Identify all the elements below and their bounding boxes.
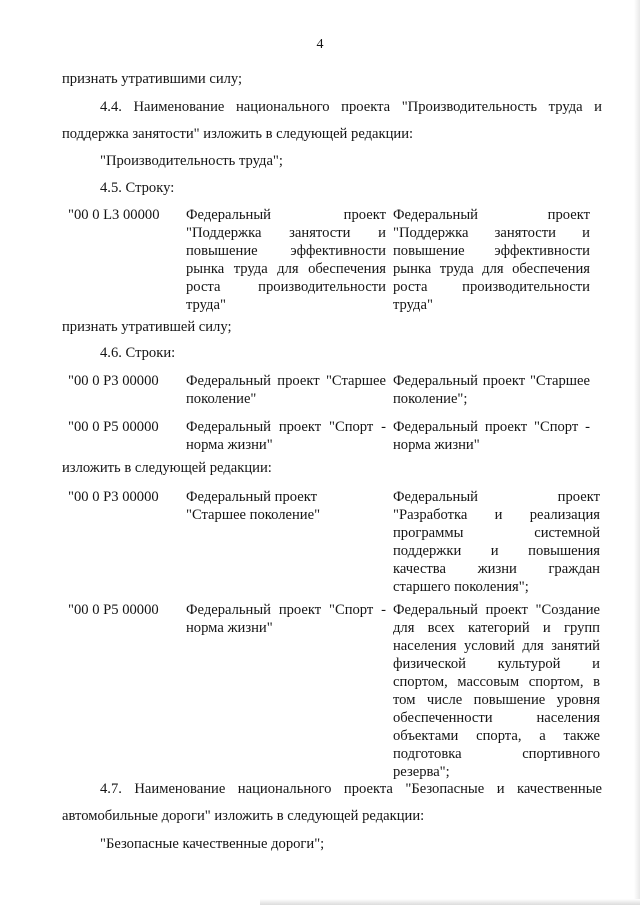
- text-line: "Разработка и реализация: [393, 507, 600, 523]
- text-line: качества жизни граждан: [393, 561, 600, 577]
- scan-edge-shadow: [634, 0, 640, 905]
- paragraph-4-7-line-1: 4.7. Наименование национального проекта "Безопасные и качественные: [100, 781, 602, 797]
- text-line: объектами спорта, а также: [393, 728, 600, 744]
- row-code: "00 0 P5 00000: [68, 419, 159, 435]
- text-line: Федеральный проект "Спорт -: [186, 602, 386, 618]
- text-line: Федеральный проект "Спорт -: [186, 419, 386, 435]
- row-new-name: [393, 372, 590, 408]
- row-code: "00 0 P5 00000: [68, 602, 159, 618]
- row-old-name: [186, 488, 386, 524]
- paragraph-productivity-title: "Производительность труда";: [100, 153, 283, 169]
- row-old-name: [186, 372, 386, 408]
- row-new-name: [393, 418, 590, 454]
- text-line: повышение эффективности: [186, 243, 386, 259]
- page-number: 4: [316, 37, 324, 52]
- row-old-name: [186, 601, 386, 637]
- text-line: поколение";: [393, 391, 468, 407]
- text-line: труда": [186, 297, 226, 313]
- text-line: Федеральный проект: [393, 207, 590, 223]
- text-line: старшего поколения";: [393, 579, 529, 595]
- row-new-name: [393, 488, 600, 596]
- text-line: роста производительности: [186, 279, 386, 295]
- text-line: Федеральный проект "Старшее: [186, 373, 386, 389]
- row-code: "00 0 L3 00000: [68, 207, 160, 223]
- text-line: обеспеченности населения: [393, 710, 600, 726]
- text-line: норма жизни": [186, 437, 273, 453]
- row-new-name: [393, 206, 590, 314]
- text-line: Федеральный проект: [186, 207, 386, 223]
- paragraph-4-6: 4.6. Строки:: [100, 345, 176, 361]
- text-line: рынка труда для обеспечения: [393, 261, 590, 277]
- text-line: роста производительности: [393, 279, 590, 295]
- text-line: "Старшее поколение": [186, 507, 321, 523]
- text-line: Федеральный проект "Создание: [393, 602, 600, 618]
- paragraph-4-4-line-1: 4.4. Наименование национального проекта "Производительность труда и: [100, 99, 602, 115]
- text-line: для всех категорий и групп: [393, 620, 600, 636]
- text-line: "Поддержка занятости и: [186, 225, 386, 241]
- text-line: том числе повышение уровня: [393, 692, 600, 708]
- paragraph-4-4-line-2: поддержка занятости" изложить в следующей редакции:: [62, 126, 414, 142]
- paragraph-amend: изложить в следующей редакции:: [62, 460, 272, 476]
- paragraph-repeal-plural: признать утратившими силу;: [62, 71, 243, 87]
- text-line: Федеральный проект "Спорт -: [393, 419, 590, 435]
- paragraph-4-5: 4.5. Строку:: [100, 180, 175, 196]
- text-line: Федеральный проект: [186, 489, 317, 505]
- text-line: Федеральный проект: [393, 489, 600, 505]
- text-line: поддержки и повышения: [393, 543, 600, 559]
- paragraph-repeal-single: признать утратившей силу;: [62, 319, 232, 335]
- text-line: спортом, массовым спортом, в: [393, 674, 600, 690]
- paragraph-4-7-line-2: автомобильные дороги" изложить в следующей редакции:: [62, 808, 425, 824]
- text-line: повышение эффективности: [393, 243, 590, 259]
- text-line: подготовка спортивного: [393, 746, 600, 762]
- text-line: резерва";: [393, 764, 450, 780]
- text-line: труда": [393, 297, 433, 313]
- text-line: рынка труда для обеспечения: [186, 261, 386, 277]
- paragraph-roads-title: "Безопасные качественные дороги";: [100, 836, 325, 852]
- row-code: "00 0 P3 00000: [68, 373, 159, 389]
- row-old-name: [186, 206, 386, 314]
- text-line: Федеральный проект "Старшее: [393, 373, 590, 389]
- text-line: физической культурой и: [393, 656, 600, 672]
- scan-bottom-shadow: [260, 899, 640, 905]
- row-new-name: [393, 601, 600, 781]
- row-code: "00 0 P3 00000: [68, 489, 159, 505]
- text-line: "Поддержка занятости и: [393, 225, 590, 241]
- text-line: поколение": [186, 391, 257, 407]
- row-old-name: [186, 418, 386, 454]
- text-line: норма жизни": [393, 437, 480, 453]
- text-line: программы системной: [393, 525, 600, 541]
- text-line: норма жизни": [186, 620, 273, 636]
- text-line: населения условий для занятий: [393, 638, 600, 654]
